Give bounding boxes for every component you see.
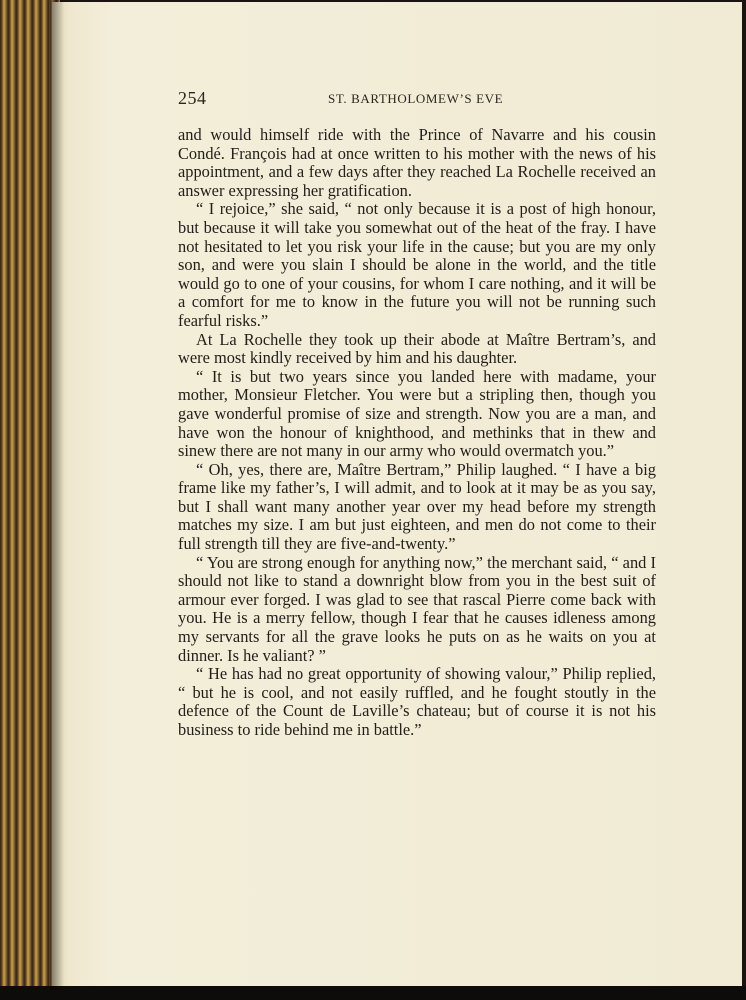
page-number: 254 <box>178 88 207 108</box>
paragraph: and would himself ride with the Prince of Navarre and his cousin Condé. François had at once written to his mother with the news of his appointment, and a few days after they reached La Rochelle received an answer expressing her gratification. <box>178 125 656 200</box>
bottom-edge <box>0 986 746 1000</box>
book-title: ST. BARTHOLOMEW’S EVE <box>328 91 504 106</box>
body-text <box>178 126 656 740</box>
paragraph: “ Oh, yes, there are, Maître Bertram,” Philip laughed. “ I have a big frame like my father’s, I will admit, and to look at it may be as you say, but I shall want many another year over my head before my strength matches my size. I am but just eighteen, and men do not come to their full strength till they are five-and-twenty.” <box>178 459 656 554</box>
running-head <box>178 88 656 110</box>
paragraph: “ It is but two years since you landed here with madame, your mother, Monsieur Fletcher. You were but a stripling then, though you gave wonderful promise of size and strength. Now you are a man, and have won the honour of knighthood, and methinks that in thew and sinew there are not many in our army who would overmatch you.” <box>178 366 656 461</box>
paragraph: At La Rochelle they took up their abode at Maître Bertram’s, and were most kindly received by him and his daughter. <box>178 329 656 368</box>
paragraph: “ I rejoice,” she said, “ not only because it is a post of high honour, but because it will take you somewhat out of the heat of the fray. I have not hesitated to let you risk your life in the cause; but you are my only son, and were you slain I should be alone in the world, and the title would go to one of your cousins, for whom I care nothing, and it will be a comfort for me to know in the future you will not be running such fearful risks.” <box>178 199 656 330</box>
gutter-shadow <box>50 0 64 990</box>
paragraph: “ You are strong enough for anything now,” the merchant said, “ and I should not like to stand a downright blow from you in the best suit of armour ever forged. I was glad to see that rascal Pierre come back with you. He is a merry fellow, though I fear that he causes idleness among my servants for all the grave looks he puts on as he waits on you at dinner. Is he valiant? ” <box>178 552 656 665</box>
paragraph: “ He has had no great opportunity of showing valour,” Philip replied, “ but he is cool, and not easily ruffled, and he fought stoutly in the defence of the Count de Laville’s chateau; but of course it is not his business to ride behind me in battle.” <box>178 664 656 739</box>
